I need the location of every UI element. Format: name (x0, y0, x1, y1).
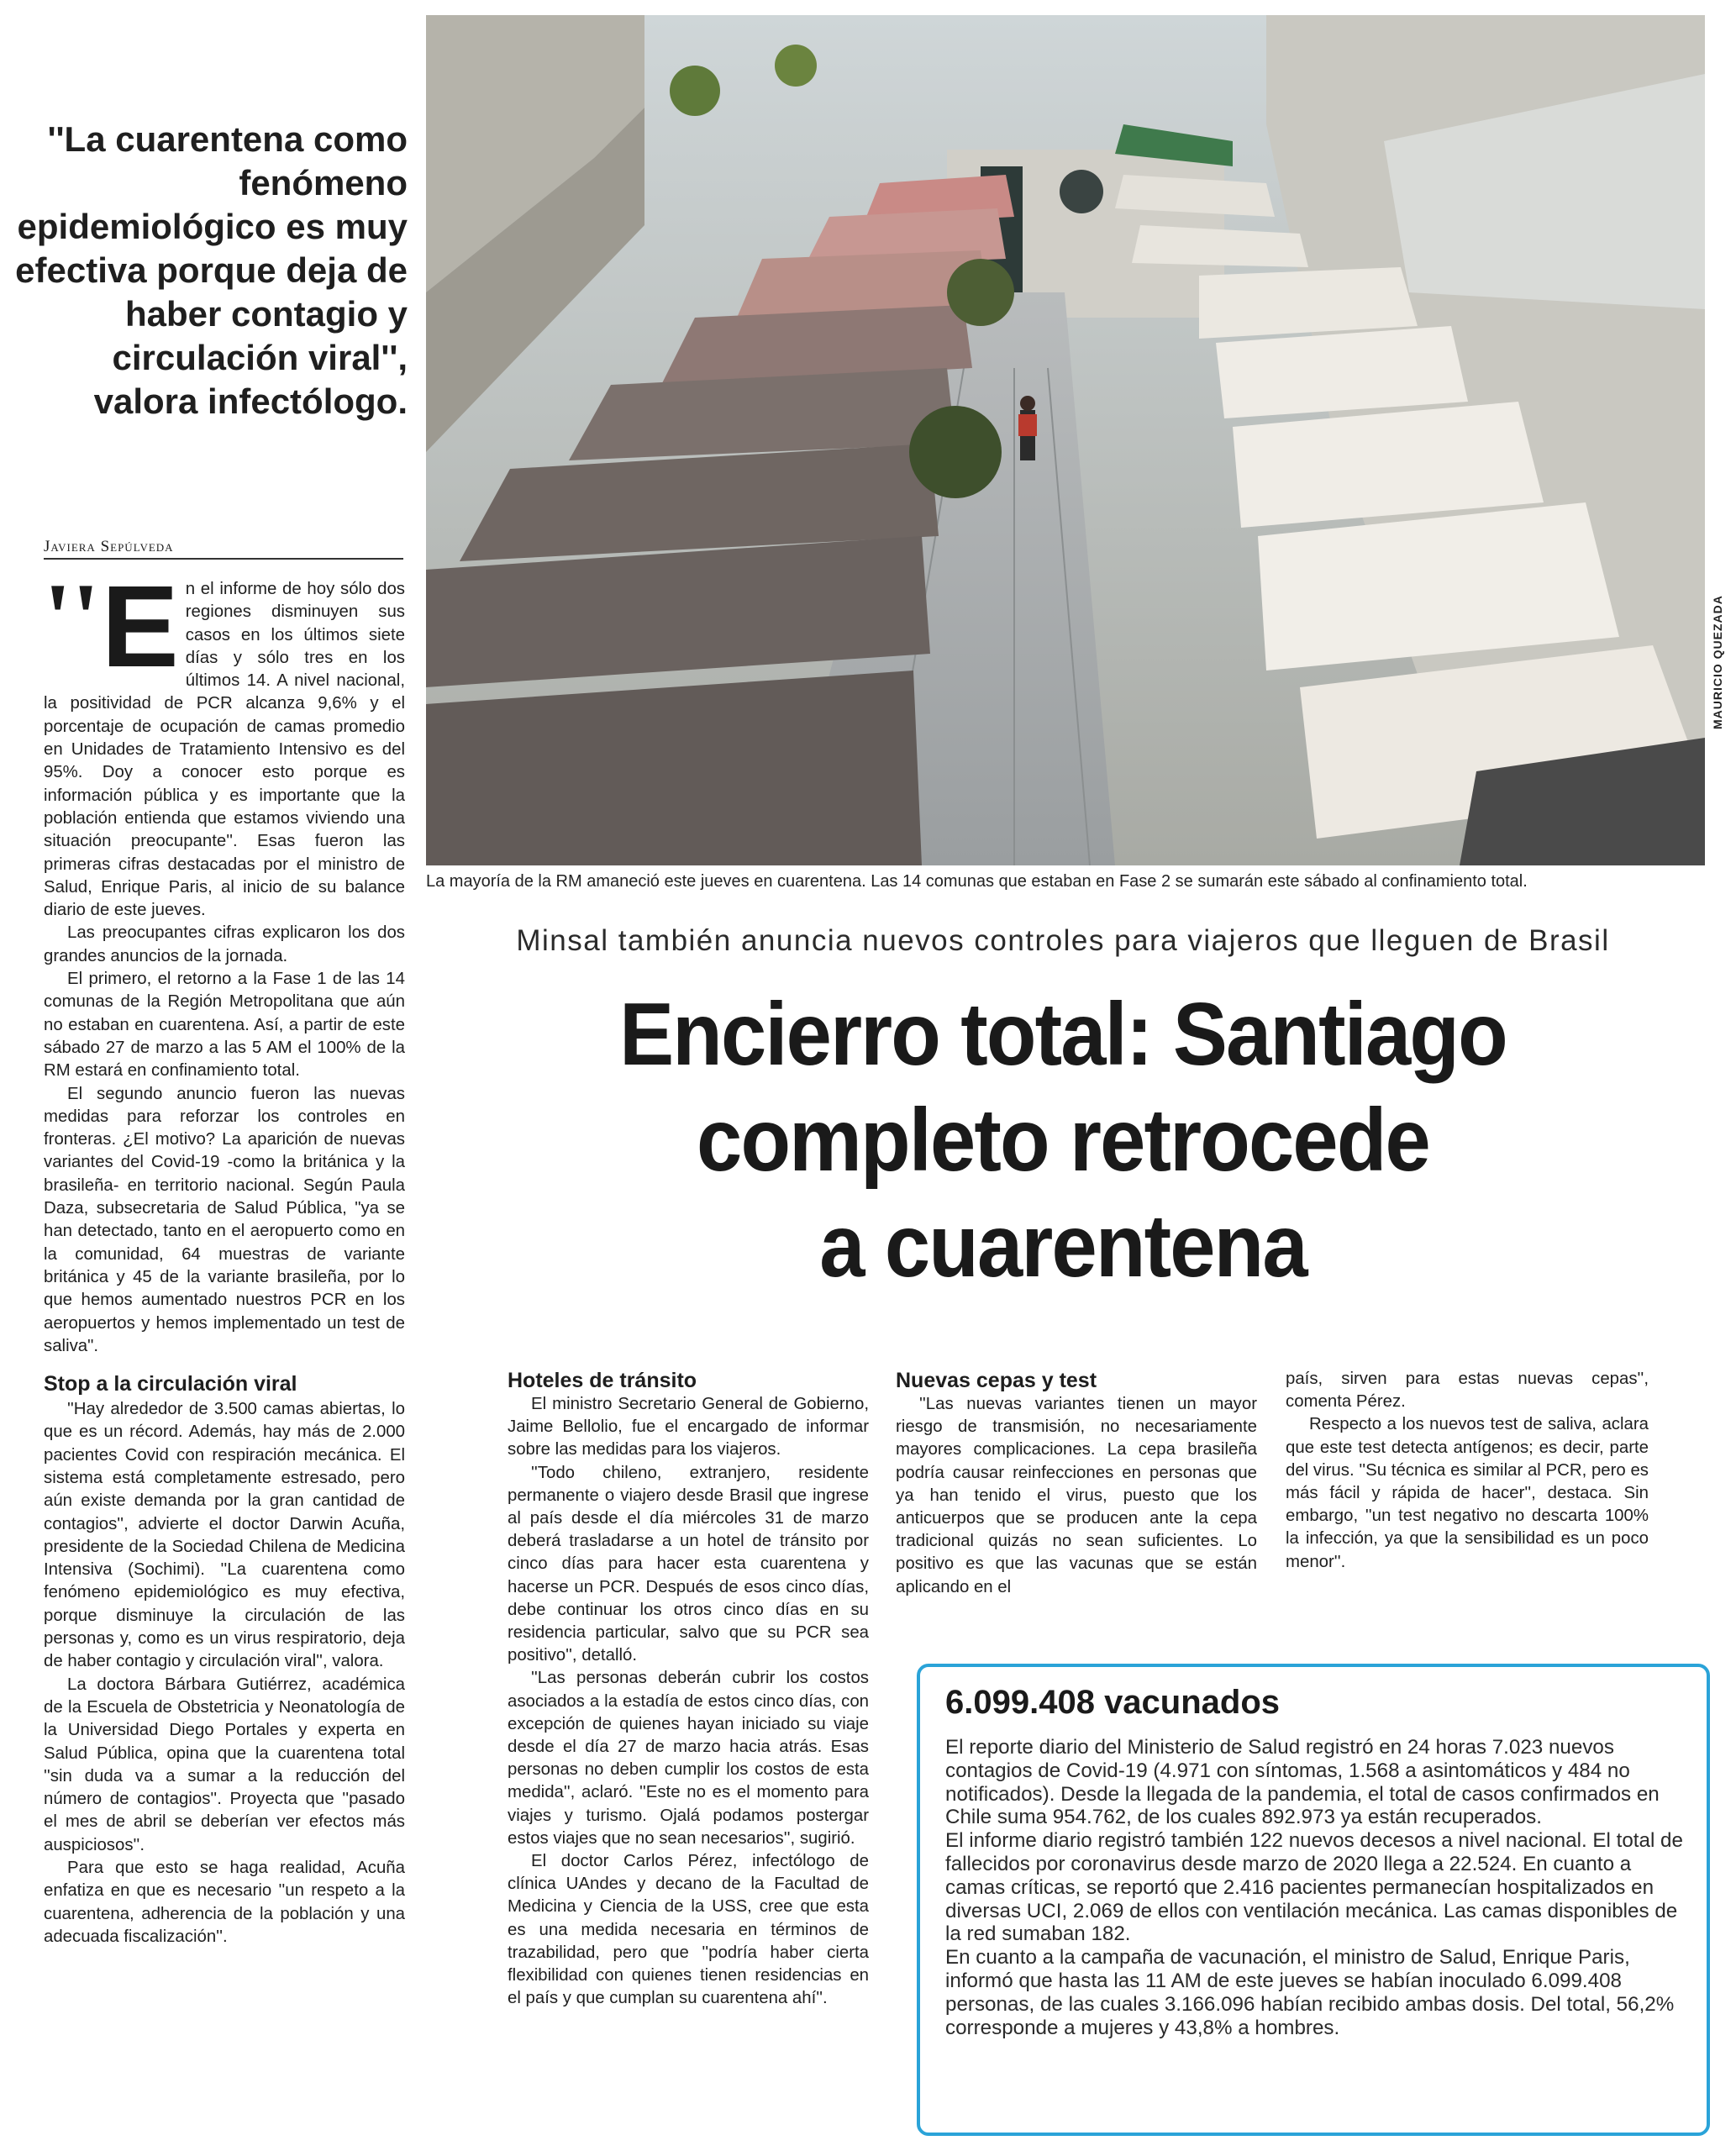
opening-quote-mark: '' (44, 578, 100, 674)
info-box-title: 6.099.408 vacunados (945, 1684, 1281, 1721)
section-subhead: Hoteles de tránsito (508, 1369, 697, 1392)
photo-illustration (426, 15, 1705, 865)
news-photo (426, 15, 1705, 865)
section-subhead: Stop a la circulación viral (44, 1372, 297, 1396)
info-box-paragraph: El informe diario registró también 122 nuevos decesos a nivel nacional. El total de fallecidos por coronavirus desde marzo de 2020 llega a 22.524. En cuanto a camas críticas, se reportó que 2.416 pacientes permanecían hospitalizados en diversas UCI, 2.069 de ellos con ventilación mecánica. Las camas disponibles de la red sumaban 182. (945, 1829, 1683, 1946)
body-column-1 (508, 1368, 869, 2143)
paragraph: Respecto a los nuevos test de saliva, aclara que este test detecta antígenos; es decir, parte del virus. ''Su técnica es similar al PCR, pero es más fácil y rápida de hacer'', destaca. Sin embargo, ''un test negativo no descarta 100% la infección, ya que la sensibilidad es un poco menor''. (1286, 1415, 1649, 1571)
vaccination-info-box (917, 1664, 1710, 2136)
headline-line: a cuarentena (819, 1196, 1307, 1296)
photo-credit: MAURICIO QUEZADA (1711, 595, 1724, 729)
paragraph: ''Hay alrededor de 3.500 camas abiertas, lo que es un récord. Además, hay más de 2.000 pacientes Covid con respiración mecánica. El sistema está completamente estresado, pero aún existe demanda por la gran cantidad de contagios'', advierte el doctor Darwin Acuña, presidente de la Sociedad Chilena de Medicina Intensiva (Sochimi). ''La cuarentena como fenómeno epidemiológico es muy efectiva, porque disminuye la circulación de las personas y, como es un virus respiratorio, deja de haber contagio y circulación viral'', valora. (44, 1400, 405, 1671)
paragraph: ''Las personas deberán cubrir los costos asociados a la estadía de estos cinco días, con excepción de quienes hayan iniciado su viaje desde el día 27 de marzo hacia atrás. Esas personas no deben cumplir los costos de esta medida'', aclaró. ''Este no es el momento para viajes y turismo. Ojalá podamos postergar estos viajes que no sean necesarios'', sugirió. (508, 1669, 869, 1848)
body-column-2 (896, 1368, 1257, 1628)
headline (487, 981, 1639, 1299)
headline-line: Encierro total: Santiago (619, 985, 1507, 1084)
info-box-paragraph: El reporte diario del Ministerio de Salud registró en 24 horas 7.023 nuevos contagios de Covid-19 (4.971 con síntomas, 1.568 a asintomáticos y 484 no notificados). Desde la llegada de la pandemia, el total de casos confirmados en Chile suma 954.762, de los cuales 892.973 ya están recuperados. (945, 1736, 1660, 1829)
section-subhead: Nuevas cepas y test (896, 1369, 1097, 1392)
info-box-paragraph: En cuanto a la campaña de vacunación, el ministro de Salud, Enrique Paris, informó que hasta las 11 AM de este jueves se habían inoculado 6.099.408 personas, de las cuales 3.166.096 habían recibido ambas dosis. Del total, 56,2% corresponde a mujeres y 43,8% a hombres. (945, 1946, 1675, 2039)
paragraph: ''Todo chileno, extranjero, residente permanente o viajero desde Brasil que ingrese al país desde el día miércoles 31 de marzo deberá trasladarse a un hotel de tránsito por cinco días para hacer esta cuarentena y hacerse un PCR. Después de esos cinco días, debe continuar los otros cinco días en su residencia particular, salvo que su PCR sea positivo'', detalló. (508, 1463, 869, 1665)
photo-caption: La mayoría de la RM amaneció este jueves en cuarentena. Las 14 comunas que estaban en Fase 2 se sumarán este sábado al confinamiento total. (426, 872, 1528, 891)
paragraph: El ministro Secretario General de Gobierno, Jaime Bellolio, fue el encargado de informar sobre las medidas para los viajeros. (508, 1395, 869, 1459)
headline-line: completo retrocede (697, 1091, 1429, 1190)
dropcap-block (44, 578, 179, 692)
paragraph: El primero, el retorno a la Fase 1 de las 14 comunas de la Región Metropolitana que aún no estaban en cuarentena. Así, a partir de este sábado 27 de marzo a las 5 AM el 100% de la RM estará en confinamiento total. (44, 970, 405, 1081)
kicker: Minsal también anuncia nuevos controles para viajeros que lleguen de Brasil (516, 924, 1610, 957)
paragraph: El doctor Carlos Pérez, infectólogo de clínica UAndes y decano de la Facultad de Medicina y Ciencia de la USS, cree que esta es una medida necesaria en términos de trazabilidad, pero que ''podría haber cierta flexibilidad con quienes tienen residencias en el país y que cumplan su cuarentena ahí''. (508, 1852, 869, 2008)
paragraph: Para que esto se haga realidad, Acuña enfatiza en que es necesario ''un respeto a la cuarentena, adherencia de la población y una adecuada fiscalización''. (44, 1859, 405, 1946)
paragraph: ''Las nuevas variantes tienen un mayor riesgo de transmisión, no necesariamente mayores complicaciones. La cepa brasileña podría causar reinfecciones en personas que ya han tenido el virus, puesto que los anticuerpos que se producen ante la cepa tradicional quizás no sean suficientes. Lo positivo es que las vacunas que se están aplicando en el (896, 1395, 1257, 1596)
left-column-body (44, 578, 405, 2143)
dropcap: E (101, 578, 179, 692)
paragraph: El segundo anuncio fueron las nuevas medidas para reforzar los controles en fronteras. ¿El motivo? La aparición de nuevas variantes del Covid-19 -como la británica y la brasileña- en territorio nacional. Según Paula Daza, subsecretaria de Salud Pública, "ya se han detectado, tanto en el aeropuerto como en la comunidad, 64 muestras de variante británica y 45 de la variante brasileña, por lo que hemos aumentado nuestros PCR en los aeropuertos y hemos implementado un test de saliva". (44, 1084, 405, 1355)
pull-quote: ''La cuarentena como fenómeno epidemiológico es muy efectiva porque deja de haber contagio y circulación viral'', valora infectólogo. (15, 119, 408, 421)
byline: Javiera Sepúlveda (44, 538, 403, 560)
paragraph: n el informe de hoy sólo dos regiones disminuyen sus casos en los últimos siete días y sólo tres en los últimos 14. A nivel nacional, la positividad de PCR alcanza 9,6% y el porcentaje de ocupación de camas promedio en Unidades de Tratamiento Intensivo es del 95%. Doy a conocer esto porque es información pública y es importante que la población entienda que estamos viviendo una situación preocupante''. Esas fueron las primeras cifras destacadas por el ministro de Salud, Enrique Paris, al inicio de su balance diario de este jueves. (44, 580, 405, 920)
body-column-3 (1286, 1368, 1649, 1628)
paragraph: Las preocupantes cifras explicaron los dos grandes anuncios de la jornada. (44, 923, 405, 965)
paragraph: La doctora Bárbara Gutiérrez, académica de la Escuela de Obstetricia y Neonatología de la Universidad Diego Portales y experta en Salud Pública, opina que la cuarentena total ''sin duda va a sumar a la reducción del número de contagios''. Proyecta que ''pasado el mes de abril se deberían ver efectos más auspiciosos''. (44, 1675, 405, 1854)
paragraph: país, sirven para estas nuevas cepas'', comenta Pérez. (1286, 1370, 1649, 1412)
